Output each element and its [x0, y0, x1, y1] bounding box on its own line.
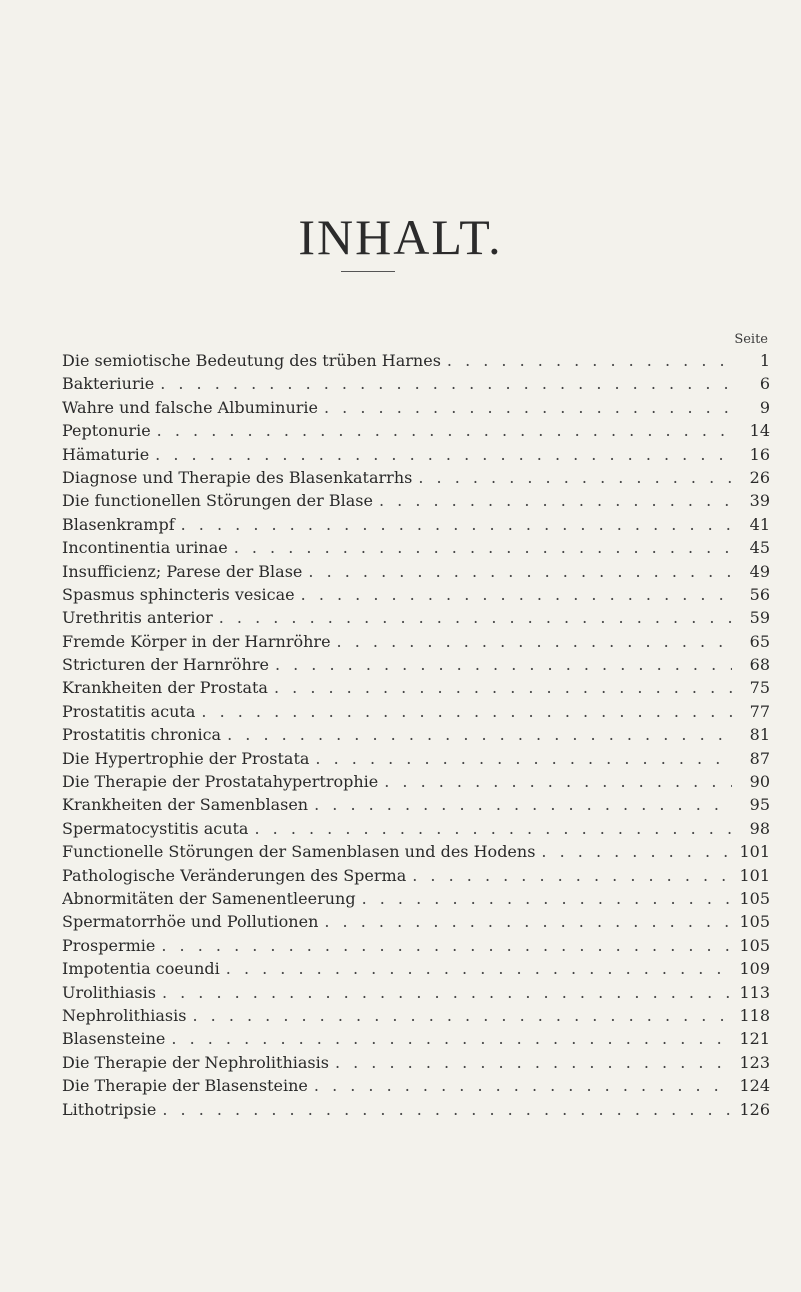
toc-entry-page-number: 56 — [749, 584, 770, 604]
toc-entry-page-number: 81 — [749, 725, 770, 745]
toc-entry — [62, 1051, 770, 1074]
toc-entry — [62, 723, 770, 746]
toc-entry — [62, 372, 770, 395]
dot-leader — [447, 349, 732, 372]
toc-entry — [62, 676, 770, 699]
dot-leader — [418, 466, 732, 489]
toc-entry — [62, 934, 770, 957]
toc-entry-label: Nephrolithiasis — [62, 1005, 187, 1025]
toc-entry-label: Functionelle Störungen der Samenblasen und des Hodens — [62, 842, 536, 862]
toc-entry — [62, 981, 770, 1004]
dot-leader — [314, 1074, 732, 1097]
toc-entry — [62, 1098, 770, 1121]
toc-entry — [62, 443, 770, 466]
title-divider — [341, 271, 395, 272]
dot-leader — [324, 396, 732, 419]
toc-entry-label: Hämaturie — [62, 444, 150, 464]
toc-entry-label: Blasensteine — [62, 1029, 166, 1049]
toc-entry-page-number: 90 — [749, 772, 770, 792]
toc-entry-label: Krankheiten der Prostata — [62, 678, 268, 698]
toc-entry-page-number: 49 — [749, 561, 770, 581]
dot-leader — [226, 957, 732, 980]
toc-entry — [62, 747, 770, 770]
toc-entry — [62, 770, 770, 793]
dot-leader — [315, 747, 732, 770]
toc-entry-label: Insufficienz; Parese der Blase — [62, 561, 303, 581]
toc-entry — [62, 513, 770, 536]
toc-entry — [62, 864, 770, 887]
dot-leader — [162, 1098, 732, 1121]
toc-entry-page-number: 1 — [759, 351, 770, 370]
dot-leader — [161, 934, 732, 957]
toc-entry — [62, 349, 770, 372]
toc-entry-page-number: 9 — [759, 397, 770, 417]
dot-leader — [274, 676, 732, 699]
toc-entry-label: Die Therapie der Blasensteine — [62, 1076, 308, 1096]
dot-leader — [541, 840, 732, 863]
toc-entry-page-number: 16 — [749, 444, 770, 464]
toc-entry — [62, 466, 770, 489]
toc-entry — [62, 396, 770, 419]
toc-entry-label: Spermatocystitis acuta — [62, 818, 249, 838]
toc-entry-page-number: 75 — [749, 678, 770, 698]
toc-entry-page-number: 118 — [739, 1005, 770, 1025]
toc-entry — [62, 536, 770, 559]
toc-entry-page-number: 95 — [749, 795, 770, 815]
toc-entry-page-number: 98 — [749, 818, 770, 838]
toc-entry-label: Lithotripsie — [62, 1099, 157, 1119]
toc-entry — [62, 560, 770, 583]
toc-entry-page-number: 123 — [739, 1052, 770, 1072]
dot-leader — [254, 817, 732, 840]
dot-leader — [181, 513, 732, 536]
toc-entry-label: Spermatorrhöe und Pollutionen — [62, 912, 319, 932]
toc-entry-label: Die Therapie der Prostatahypertrophie — [62, 772, 379, 792]
dot-leader — [201, 700, 732, 723]
dot-leader — [324, 910, 732, 933]
toc-entry-label: Die semiotische Bedeutung des trüben Harnes — [62, 351, 441, 370]
toc-entry-label: Krankheiten der Samenblasen — [62, 795, 309, 815]
toc-entry — [62, 957, 770, 980]
dot-leader — [384, 770, 732, 793]
toc-entry-page-number: 121 — [739, 1029, 770, 1049]
dot-leader — [412, 864, 732, 887]
dot-leader — [234, 536, 732, 559]
toc-entry-label: Urolithiasis — [62, 982, 156, 1002]
toc-entry-page-number: 101 — [739, 865, 770, 885]
toc-entry — [62, 489, 770, 512]
toc-entry-page-number: 14 — [749, 421, 770, 441]
toc-entry-label: Die functionellen Störungen der Blase — [62, 491, 373, 511]
toc-entry-page-number: 109 — [739, 959, 770, 979]
toc-entry-label: Stricturen der Harnröhre — [62, 655, 269, 675]
toc-entry-page-number: 126 — [739, 1099, 770, 1119]
toc-entry — [62, 1027, 770, 1050]
toc-entry — [62, 419, 770, 442]
dot-leader — [314, 793, 732, 816]
toc-entry-label: Die Therapie der Nephrolithiasis — [62, 1052, 329, 1072]
toc-entry-page-number: 59 — [749, 608, 770, 628]
toc-entry-label: Prostatitis chronica — [62, 725, 222, 745]
toc-entry-label: Incontinentia urinae — [62, 538, 228, 558]
dot-leader — [227, 723, 732, 746]
toc-entry-label: Die Hypertrophie der Prostata — [62, 748, 310, 768]
table-of-contents — [62, 349, 770, 1121]
toc-entry-label: Prostatitis acuta — [62, 701, 196, 721]
toc-entry-page-number: 77 — [749, 701, 770, 721]
toc-entry — [62, 817, 770, 840]
toc-entry — [62, 793, 770, 816]
toc-entry-page-number: 87 — [749, 748, 770, 768]
dot-leader — [155, 443, 732, 466]
toc-entry — [62, 700, 770, 723]
toc-entry — [62, 887, 770, 910]
toc-entry-label: Wahre und falsche Albuminurie — [62, 397, 318, 417]
toc-entry — [62, 1074, 770, 1097]
dot-leader — [337, 630, 732, 653]
dot-leader — [335, 1051, 732, 1074]
toc-entry-page-number: 105 — [739, 888, 770, 908]
dot-leader — [308, 560, 732, 583]
toc-entry-label: Pathologische Veränderungen des Sperma — [62, 865, 407, 885]
toc-entry-page-number: 105 — [739, 935, 770, 955]
toc-entry — [62, 630, 770, 653]
page-column-label: Seite — [734, 332, 768, 347]
dot-leader — [301, 583, 732, 606]
toc-entry-page-number: 113 — [739, 982, 770, 1002]
toc-entry-label: Bakteriurie — [62, 374, 155, 394]
toc-entry — [62, 840, 770, 863]
toc-entry-label: Blasenkrampf — [62, 514, 175, 534]
toc-entry — [62, 583, 770, 606]
dot-leader — [157, 419, 732, 442]
page-title: INHALT. — [298, 209, 503, 265]
toc-entry-label: Diagnose und Therapie des Blasenkatarrhs — [62, 467, 413, 487]
toc-entry — [62, 910, 770, 933]
toc-entry-page-number: 41 — [749, 514, 770, 534]
dot-leader — [171, 1027, 732, 1050]
toc-entry — [62, 653, 770, 676]
dot-leader — [192, 1004, 732, 1027]
toc-entry-label: Abnormitäten der Samenentleerung — [62, 888, 356, 908]
dot-leader — [275, 653, 732, 676]
toc-entry-label: Fremde Körper in der Harnröhre — [62, 631, 331, 651]
dot-leader — [160, 372, 732, 395]
toc-entry-page-number: 68 — [749, 655, 770, 675]
dot-leader — [379, 489, 732, 512]
dot-leader — [362, 887, 732, 910]
dot-leader — [219, 606, 732, 629]
toc-entry-label: Spasmus sphincteris vesicae — [62, 584, 295, 604]
dot-leader — [162, 981, 732, 1004]
toc-entry-page-number: 45 — [749, 538, 770, 558]
toc-entry-page-number: 6 — [759, 374, 770, 394]
toc-entry — [62, 1004, 770, 1027]
toc-entry-page-number: 105 — [739, 912, 770, 932]
toc-entry-page-number: 26 — [749, 467, 770, 487]
toc-entry-label: Prospermie — [62, 935, 156, 955]
toc-entry-page-number: 39 — [749, 491, 770, 511]
toc-entry — [62, 606, 770, 629]
toc-entry-page-number: 124 — [739, 1076, 770, 1096]
toc-entry-page-number: 65 — [749, 631, 770, 651]
toc-entry-label: Urethritis anterior — [62, 608, 213, 628]
toc-entry-page-number: 101 — [739, 842, 770, 862]
toc-entry-label: Peptonurie — [62, 421, 151, 441]
toc-entry-label: Impotentia coeundi — [62, 959, 220, 979]
